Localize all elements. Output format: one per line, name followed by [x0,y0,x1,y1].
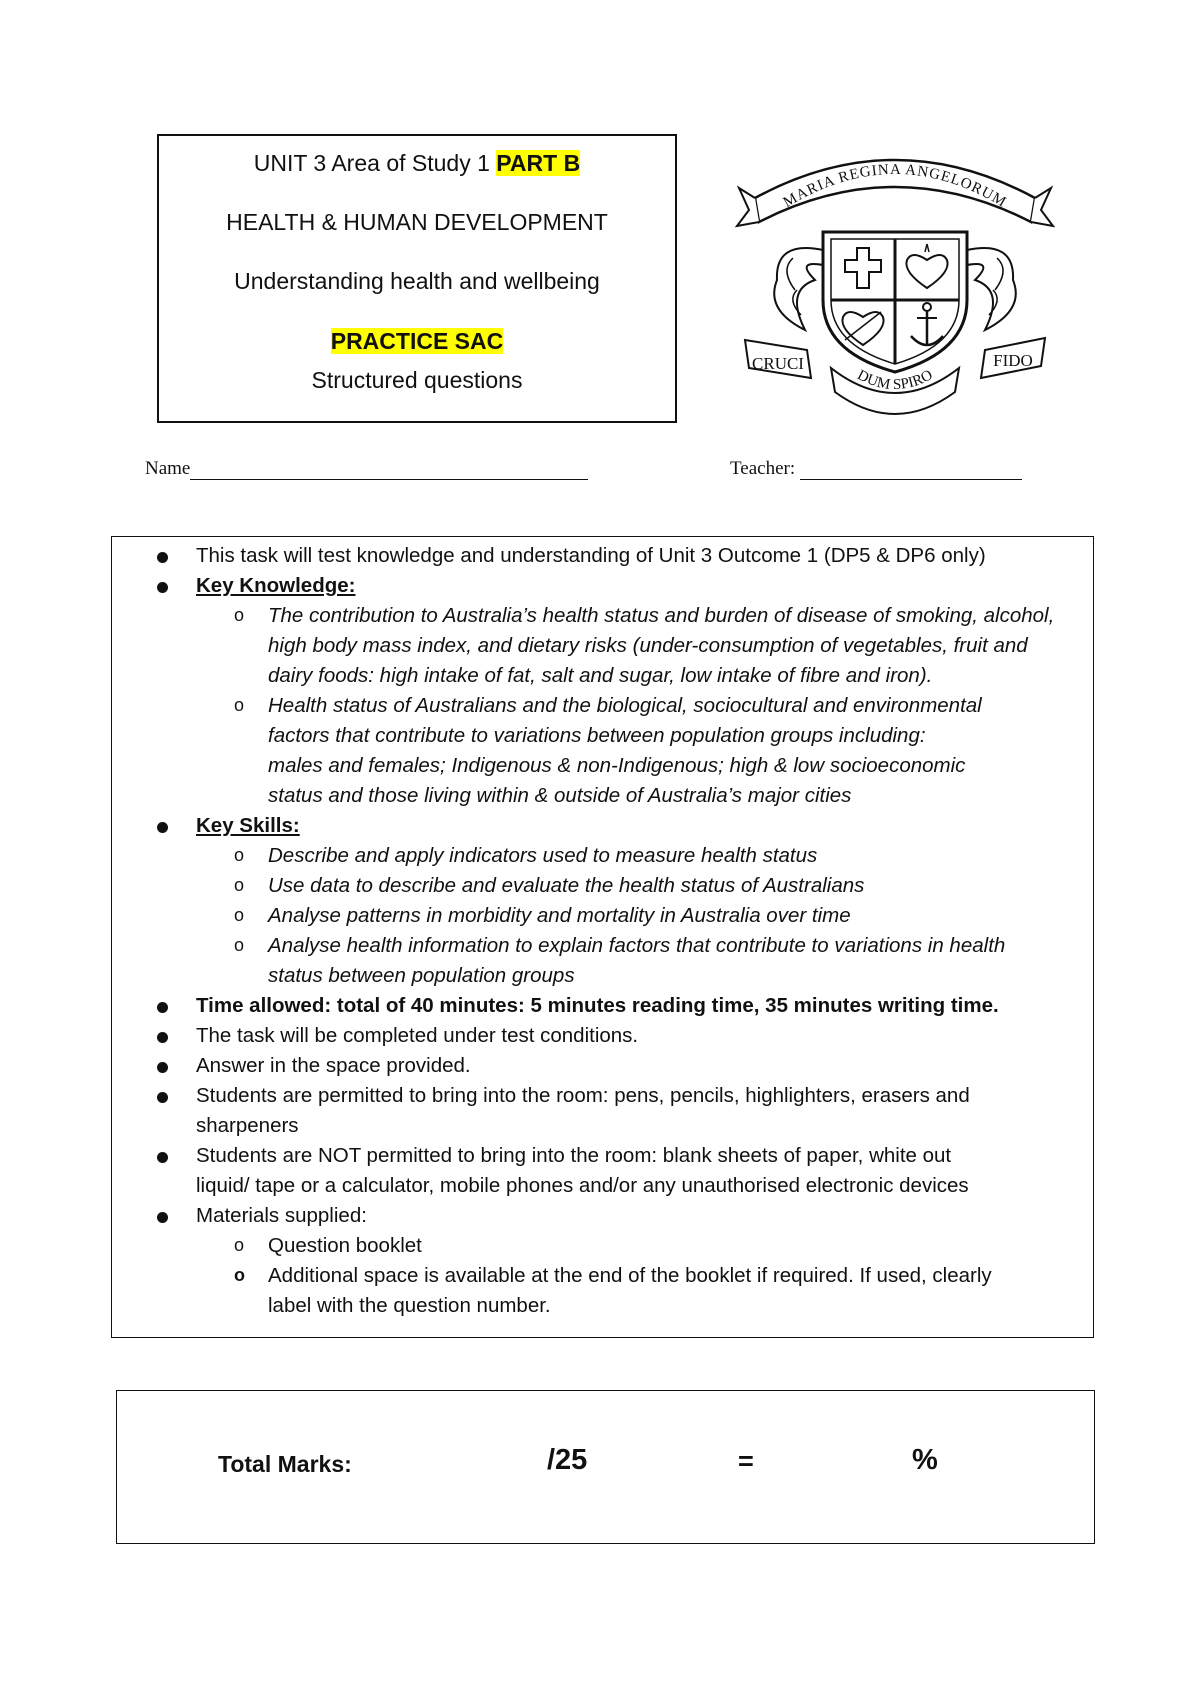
not-permitted-line-1: Students are NOT permitted to bring into the room: blank sheets of paper, white out [196,1144,952,1167]
bullet-icon [157,1002,168,1013]
knowledge-2-line-4: status and those living within & outside of Australia’s major cities [268,784,852,807]
title-box [157,134,677,423]
skill-3: Analyse patterns in morbidity and mortality in Australia over time [268,904,851,927]
permitted-line-1: Students are permitted to bring into the room: pens, pencils, highlighters, erasers and [196,1084,970,1107]
material-2-line-2: label with the question number. [268,1294,551,1317]
instructions-list [112,537,1093,1337]
intro-text: This task will test knowledge and understanding of Unit 3 Outcome 1 (DP5 & DP6 only) [196,544,986,567]
unit-line [159,149,675,177]
material-1: Question booklet [268,1234,422,1257]
circle-bullet-icon: o [234,695,245,715]
circle-bullet-icon: o [234,1235,245,1255]
name-line[interactable] [190,459,588,480]
test-conditions: The task will be completed under test conditions. [196,1024,639,1047]
key-skills-heading: Key Skills: [196,814,300,837]
answer-space: Answer in the space provided. [196,1054,471,1077]
marks-out-of: /25 [547,1444,588,1476]
bullet-icon [157,1032,168,1043]
skill-2: Use data to describe and evaluate the health status of Australians [268,874,865,897]
knowledge-2-line-2: factors that contribute to variations between population groups including: [268,724,926,747]
bullet-icon [157,1092,168,1103]
circle-bullet-icon: o [234,845,245,865]
teacher-label: Teacher: [730,458,796,479]
material-2-line-1: Additional space is available at the end of the booklet if required. If used, clearly [268,1264,992,1287]
bullet-icon [157,822,168,833]
percent-sign: % [912,1444,938,1476]
teacher-line[interactable] [800,459,1022,480]
skill-1: Describe and apply indicators used to measure health status [268,844,818,867]
knowledge-1-line-2: high body mass index, and dietary risks (under-consumption of vegetables, fruit and [268,634,1028,657]
bullet-icon [157,1062,168,1073]
name-field[interactable] [145,458,588,480]
bullet-icon [157,552,168,563]
practice-sac-highlight: PRACTICE SAC [330,328,504,354]
name-label: Name [145,458,191,479]
total-marks-label: Total Marks: [218,1451,352,1477]
circle-bullet-icon: o [234,875,245,895]
school-crest-logo [735,140,1055,430]
bullet-icon [157,1212,168,1223]
skill-4-line-2: status between population groups [268,964,575,987]
part-b-highlight: PART B [496,150,581,176]
circle-bullet-icon: o [234,1265,245,1285]
key-knowledge-heading: Key Knowledge: [196,574,356,597]
instructions-box [111,536,1094,1338]
teacher-field[interactable] [730,458,1022,480]
knowledge-2-line-3: males and females; Indigenous & non-Indigenous; high & low socioeconomic [268,754,966,777]
knowledge-1-line-3: dairy foods: high intake of fat, salt and sugar, low intake of fibre and iron). [268,664,933,687]
motto-center: DUM SPIRO [854,367,936,394]
structured-questions: Structured questions [311,367,523,393]
equals-sign: = [738,1446,754,1476]
motto-left: CRUCI [752,354,804,373]
knowledge-2-line-1: Health status of Australians and the biological, sociocultural and environmental [268,694,982,717]
motto-right: FIDO [993,351,1033,370]
subject-title: HEALTH & HUMAN DEVELOPMENT [226,209,608,235]
unit-text: UNIT 3 Area of Study 1 [253,150,490,176]
bullet-icon [157,1152,168,1163]
topic-title: Understanding health and wellbeing [234,268,600,294]
materials-heading: Materials supplied: [196,1204,367,1227]
bullet-icon [157,582,168,593]
time-allowed: Time allowed: total of 40 minutes: 5 minutes reading time, 35 minutes writing time. [196,994,999,1017]
total-marks-box [116,1390,1095,1544]
circle-bullet-icon: o [234,935,245,955]
not-permitted-line-2: liquid/ tape or a calculator, mobile phones and/or any unauthorised electronic devices [196,1174,969,1197]
knowledge-1-line-1: The contribution to Australia’s health status and burden of disease of smoking, alcohol, [268,604,1055,627]
motto-top: MARIA REGINA ANGELORUM [780,161,1010,211]
circle-bullet-icon: o [234,905,245,925]
permitted-line-2: sharpeners [196,1114,299,1137]
circle-bullet-icon: o [234,605,245,625]
practice-sac-line [159,327,675,355]
skill-4-line-1: Analyse health information to explain factors that contribute to variations in health [268,934,1006,957]
